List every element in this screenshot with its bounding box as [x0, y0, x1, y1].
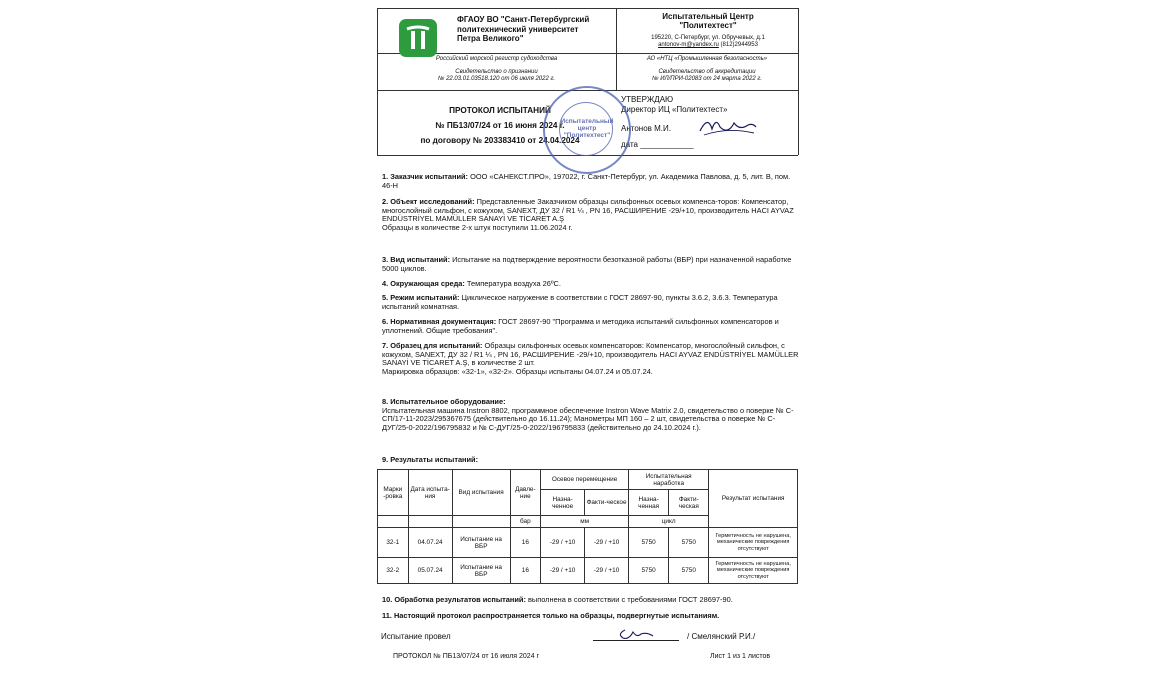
section-text: ГОСТ 28697-90 "Программа и методика испытаний сильфонных компенсаторов и уплотнений. Общие требования". — [382, 317, 779, 335]
section-number: 9. — [382, 455, 389, 464]
test-center-name — [620, 12, 796, 30]
section-text: Образцы сильфонных осевых компенсаторов: Компенсатор, многослойный сильфон, с кожухом, SANEXT, ДУ 32 / R1 ¼ , PN 16, РАСШИРЕНИЕ -29/+10, производитель HACI AYVAZ ENDÜSTRİYEL MAMÜLLER SANAYİ VE TİCARET A.Ş, в количестве 2 шт. — [382, 341, 799, 368]
left-cert-number: № 22.03.01.03518.120 от 06 июля 2022 г. — [437, 76, 556, 82]
signoff-label: Испытание провел — [381, 632, 451, 641]
section-number: 5. — [382, 293, 389, 302]
stamp-line-2: центр — [577, 125, 597, 132]
protocol-title: ПРОТОКОЛ ИСПЫТАНИЙ — [449, 106, 551, 115]
approval-block: УТВЕРЖДАЮ Директор ИЦ «Политехтест» Антонов М.И. дата ____________ — [621, 95, 791, 150]
col-header-life-nominal: Назна-ченная — [629, 490, 669, 516]
stamp-line-3: "Политехтест" — [563, 132, 611, 139]
section-text: Испытательная машина Instron 8802, программное обеспечение Instron Wave Matrix 2.0, свидетельство о поверке № С-СП/17-11-2023/295367675 (действительно до 16.11.24); Манометры МП 160 – 2 шт, свидетельства о поверке № С-ДУГ/25-0-2022/196795832 и № С-ДУГ/25-0-2022/196795833 (действительно до 24.10.2024 г.). — [382, 405, 794, 432]
col-header-axial-nominal: Назна-ченное — [541, 490, 585, 516]
unit-life: цикл — [629, 516, 709, 528]
table-row — [378, 528, 798, 558]
section-text: Представленные Заказчиком образцы сильфонных осевых компенса-торов: Компенсатор, многослойный сильфон, с кожухом, SANEXT, ДУ 32 / R1 ¼ , PN 16, РАСШИРЕНИЕ -29/+10, производитель HACI AYVAZ ENDÜSTRİYEL MAMÜLLER SANAYİ VE TİCARET A.Ş — [382, 197, 794, 224]
signoff-name: / Смелянский Р.И./ — [687, 632, 756, 641]
col-header-result: Результат испытания — [709, 470, 798, 528]
approval-position: Директор ИЦ «Политехтест» — [621, 105, 728, 114]
approval-title: УТВЕРЖДАЮ — [621, 95, 674, 104]
unit-axial: мм — [541, 516, 629, 528]
section-scope — [382, 612, 800, 621]
cell-life-actual: 5750 — [669, 528, 709, 558]
protocol-number: № ПБ13/07/24 от 16 июня 2024 г. — [435, 121, 565, 130]
right-accreditation — [618, 56, 796, 83]
section-normative-docs — [382, 318, 800, 335]
cell-mark: 32-1 — [378, 528, 409, 558]
cell-type: Испытание на ВБР — [452, 528, 510, 558]
section-text: Настоящий протокол распространяется только на образцы, подвергнутые испытаниям. — [393, 611, 720, 620]
cell-result: Герметичность не нарушена, механические повреждения отсутствуют — [709, 558, 798, 584]
cell-life-actual: 5750 — [669, 558, 709, 584]
right-cert-title: Свидетельство об аккредитации — [658, 69, 756, 75]
right-cert-number: № ИЛ/ПРИ-02083 от 24 марта 2022 г. — [652, 76, 762, 82]
section-number: 10. — [382, 595, 393, 604]
cell-date: 04.07.24 — [408, 528, 452, 558]
col-header-axial: Осевое перемещение — [541, 470, 629, 490]
section-customer — [382, 173, 800, 190]
left-accreditation — [379, 56, 614, 83]
section-test-type — [382, 256, 800, 273]
col-header-axial-actual: Факти-ческое — [585, 490, 629, 516]
section-label: Обработка результатов испытаний: — [394, 595, 526, 604]
section-environment — [382, 280, 800, 289]
cell-type: Испытание на ВБР — [452, 558, 510, 584]
protocol-contract: по договору № 203383410 от 24.04.2024 — [420, 136, 580, 145]
footer-page: Лист 1 из 1 листов — [710, 653, 771, 660]
section-equipment — [382, 398, 800, 432]
footer-protocol: ПРОТОКОЛ № ПБ13/07/24 от 16 июля 2024 г — [393, 653, 540, 660]
section-number: 7. — [382, 341, 389, 350]
left-cert-title: Свидетельство о признании — [455, 69, 538, 75]
section-test-mode — [382, 294, 800, 311]
section-extra: Маркировка образцов: «32-1», «32-2». Образцы испытаны 04.07.24 и 05.07.24. — [382, 366, 653, 376]
organization-stamp — [543, 86, 631, 174]
section-label: Объект исследований: — [390, 197, 475, 206]
results-table — [377, 469, 798, 584]
cell-date: 05.07.24 — [408, 558, 452, 584]
cell-axial-nominal: -29 / +10 — [541, 528, 585, 558]
director-signature — [698, 113, 758, 144]
tester-signature — [615, 624, 655, 647]
protocol-document — [365, 0, 805, 683]
org-line-1: ФГАОУ ВО "Санкт-Петербургский — [457, 15, 590, 24]
section-number: 4. — [382, 279, 389, 288]
section-text: выполнена в соответствии с требованиями ГОСТ 28697-90. — [527, 595, 733, 604]
university-logo — [399, 19, 437, 57]
section-extra: Образцы в количестве 2-х штук поступили 11.06.2024 г. — [382, 222, 573, 232]
col-header-life: Испытательная наработка — [629, 470, 709, 490]
section-text: Циклическое нагружение в соответствии с ГОСТ 28697-90, пункты 3.6.2, 3.6.3. Температура испытаний комнатная. — [382, 293, 778, 311]
col-header-type: Вид испытания — [452, 470, 510, 516]
section-label: Результаты испытаний: — [390, 455, 479, 464]
section-text: ООО «САНЕКСТ.ПРО», 197022, г. Санкт-Петербург, ул. Академика Павлова, д. 5, лит. В, пом. 46-Н — [382, 172, 791, 190]
cell-axial-actual: -29 / +10 — [585, 558, 629, 584]
section-label: Образец для испытаний: — [390, 341, 483, 350]
section-number: 1. — [382, 172, 389, 181]
approval-name: Антонов М.И. — [621, 124, 671, 133]
col-header-date: Дата испыта-ния — [408, 470, 452, 516]
section-number: 3. — [382, 255, 389, 264]
section-text: Температура воздуха 26ºС. — [466, 279, 561, 288]
table-row — [378, 558, 798, 584]
center-phone: (812)2944953 — [720, 42, 758, 48]
right-registry: АО «НТЦ «Промышленная безопасность» — [646, 56, 768, 62]
approval-date-label: дата — [621, 140, 638, 149]
col-header-pressure: Давле-ние — [510, 470, 541, 516]
section-number: 11. — [382, 611, 392, 620]
section-number: 8. — [382, 397, 389, 406]
cell-life-nominal: 5750 — [629, 528, 669, 558]
section-label: Нормативная документация: — [390, 317, 497, 326]
col-header-mark: Марки -ровка — [378, 470, 409, 516]
section-label: Окружающая среда: — [390, 279, 465, 288]
stamp-line-1: Испытательный — [560, 118, 614, 125]
section-label: Режим испытаний: — [390, 293, 460, 302]
cell-life-nominal: 5750 — [629, 558, 669, 584]
center-email[interactable]: antonov-m@yandex.ru — [658, 42, 719, 48]
section-label: Заказчик испытаний: — [390, 172, 469, 181]
org-line-3: Петра Великого" — [457, 34, 524, 43]
cell-result: Герметичность не нарушена, механические повреждения отсутствуют — [709, 528, 798, 558]
cell-axial-nominal: -29 / +10 — [541, 558, 585, 584]
org-line-2: политехнический университет — [457, 24, 579, 34]
col-header-life-actual: Факти-ческая — [669, 490, 709, 516]
organization-name — [457, 15, 612, 44]
center-address: 195220, С-Петербург, ул. Обручевых, д.1 — [651, 35, 765, 41]
unit-pressure: бар — [510, 516, 541, 528]
center-contacts — [620, 35, 796, 49]
section-results — [382, 456, 800, 465]
cell-pressure: 16 — [510, 558, 541, 584]
section-label: Испытательное оборудование: — [390, 397, 506, 406]
cell-axial-actual: -29 / +10 — [585, 528, 629, 558]
section-object — [382, 198, 800, 232]
section-number: 6. — [382, 317, 389, 326]
center-line-2: "Политехтест" — [679, 21, 737, 30]
section-sample — [382, 342, 800, 376]
section-text: Испытание на подтверждение вероятности безотказной работы (ВБР) при назначенной наработке 5000 циклов. — [382, 255, 792, 273]
cell-pressure: 16 — [510, 528, 541, 558]
section-number: 2. — [382, 197, 389, 206]
section-label: Вид испытаний: — [390, 255, 451, 264]
left-registry: Российский морской регистр судоходства — [435, 56, 558, 62]
cell-mark: 32-2 — [378, 558, 409, 584]
section-processing — [382, 596, 800, 605]
center-line-1: Испытательный Центр — [662, 12, 754, 21]
